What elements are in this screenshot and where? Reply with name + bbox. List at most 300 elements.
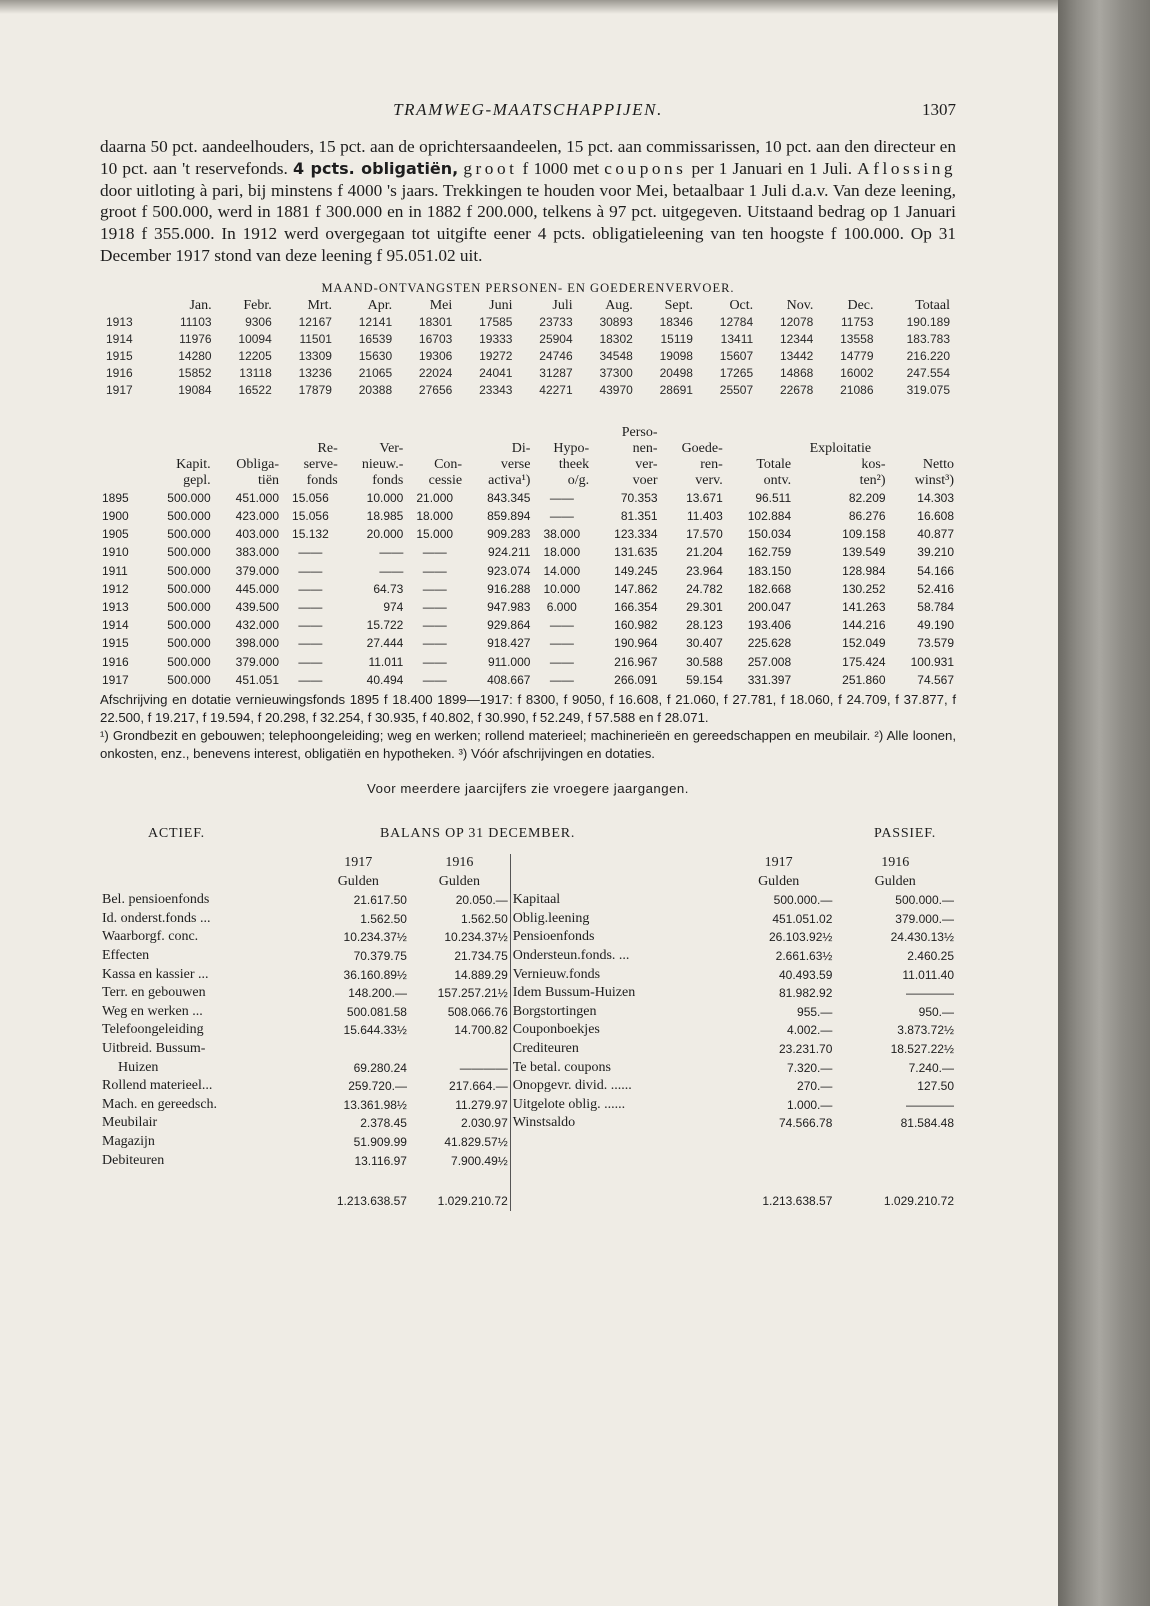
balance-amount: 2.030.97 bbox=[461, 1116, 508, 1131]
capital-cell: 1913 bbox=[102, 600, 129, 614]
balance-label: Kapitaal bbox=[510, 891, 723, 910]
capital-header-cell: verse bbox=[500, 456, 531, 472]
capital-cell: 24.782 bbox=[686, 581, 723, 596]
balance-amount bbox=[723, 1133, 834, 1152]
balance-amount: 4.002.— bbox=[787, 1023, 833, 1038]
afschrijving-note: Afschrijving en dotatie vernieuwingsfonds 1895 f 18.400 1899—1917: f 8300, f 9050, f 16.608, f 21.060, f 27.781, f 18.060, f 24.709, f 37.877, f 22.500, f 19.217, f 19.594, f 20.298, f 32.254, f 30.935, f 40.802, f 30.990, f 52.249, f 57.588 en f 28.071. bbox=[100, 692, 956, 726]
monthly-cell: 12344 bbox=[779, 331, 814, 346]
book-page-edges bbox=[1058, 0, 1150, 1606]
table-row bbox=[100, 1114, 956, 1133]
balance-amount: 217.664.— bbox=[449, 1079, 508, 1094]
page-number: 1307 bbox=[922, 100, 956, 119]
balance-amount: 21.617.50 bbox=[353, 893, 407, 908]
table-row bbox=[104, 314, 952, 331]
capital-cell: 500.000 bbox=[167, 545, 211, 560]
table-row bbox=[100, 634, 956, 652]
monthly-cell: 14280 bbox=[178, 348, 212, 363]
capital-cell: 1917 bbox=[102, 672, 129, 687]
table-row bbox=[100, 928, 956, 947]
monthly-cell: 13118 bbox=[239, 365, 272, 380]
running-title: TRAMWEG-MAATSCHAPPIJEN. bbox=[393, 100, 663, 119]
capital-cell: 408.667 bbox=[487, 672, 531, 687]
balance-label: Oblig.leening bbox=[510, 910, 723, 929]
monthly-cell: 12205 bbox=[238, 348, 272, 363]
balance-label: Terr. en gebouwen bbox=[102, 985, 206, 1001]
capital-cell: 30.407 bbox=[686, 636, 723, 651]
monthly-cell: 17585 bbox=[479, 314, 513, 329]
capital-cell: 200.047 bbox=[747, 600, 792, 614]
balance-amount: 451.051.02 bbox=[772, 911, 833, 926]
year-b-left: 1916 bbox=[445, 855, 474, 871]
balance-label: Effecten bbox=[102, 947, 150, 963]
capital-cell: 929.864 bbox=[487, 618, 531, 633]
balance-label: Rollend materieel... bbox=[102, 1078, 213, 1094]
capital-cell: 144.216 bbox=[842, 618, 886, 633]
footnotes: ¹) Grondbezit en gebouwen; telephoongeleiding; weg en werken; rollend materieel; machinerieën en gereedschappen en meubilair. ²) Alle loonen, onkosten, enz., benevens interest, obligatiën en hypotheken. ³) Vóór afschrijvingen en dotaties. bbox=[100, 728, 956, 762]
table-row bbox=[100, 671, 956, 689]
monthly-header-cell: Sept. bbox=[664, 297, 693, 313]
capital-header-cell bbox=[725, 441, 793, 457]
capital-header-cell: voer bbox=[632, 472, 658, 488]
capital-cell: 21.204 bbox=[686, 545, 723, 560]
monthly-header-cell bbox=[104, 298, 153, 314]
monthly-header-cell: Febr. bbox=[243, 297, 272, 313]
capital-header-cell bbox=[213, 441, 281, 457]
table-row bbox=[100, 580, 956, 598]
capital-cell: 216.967 bbox=[614, 654, 658, 669]
capital-cell: 14.303 bbox=[917, 490, 954, 505]
capital-cell: 266.091 bbox=[614, 672, 658, 687]
capital-cell: 147.862 bbox=[614, 581, 658, 596]
monthly-cell: 15607 bbox=[719, 348, 754, 363]
capital-cell: 403.000 bbox=[235, 527, 280, 542]
year-a-left: 1917 bbox=[344, 855, 373, 871]
capital-cell: 39.210 bbox=[917, 545, 954, 560]
monthly-receipts-table bbox=[104, 298, 952, 399]
bond-heading: 4 pcts. obligatiën, bbox=[293, 158, 459, 178]
capital-cell: 123.334 bbox=[614, 527, 658, 542]
balance-label: Huizen bbox=[118, 1059, 159, 1075]
monthly-cell: 31287 bbox=[539, 365, 573, 380]
balance-amount bbox=[834, 1133, 956, 1152]
monthly-cell: 34548 bbox=[599, 348, 633, 363]
capital-cell: —— bbox=[422, 545, 447, 560]
unit-a-left: Gulden bbox=[337, 873, 379, 889]
capital-cell: 379.000 bbox=[235, 654, 280, 669]
capital-cell: 500.000 bbox=[167, 490, 211, 505]
capital-header-cell: winst³) bbox=[914, 472, 954, 488]
unit-b-left: Gulden bbox=[438, 873, 480, 889]
table-row bbox=[104, 382, 952, 399]
table-row bbox=[100, 1096, 956, 1115]
monthly-cell: 42271 bbox=[539, 382, 573, 397]
monthly-cell: 11103 bbox=[180, 314, 212, 329]
balance-amount bbox=[834, 1152, 956, 1171]
monthly-cell: 22678 bbox=[779, 382, 814, 397]
monthly-cell: 19333 bbox=[479, 331, 513, 346]
capital-cell: 166.354 bbox=[614, 600, 658, 614]
monthly-cell: 23733 bbox=[539, 314, 573, 329]
capital-cell: 500.000 bbox=[167, 636, 211, 651]
balance-label: Bel. pensioenfonds bbox=[102, 892, 210, 908]
capital-cell: 11.403 bbox=[686, 508, 723, 523]
capital-cell: 49.190 bbox=[917, 618, 954, 633]
capital-cell: 14.000 bbox=[543, 563, 581, 578]
balance-amount: 270.— bbox=[797, 1079, 833, 1094]
balance-amount: ———— bbox=[906, 1097, 954, 1112]
monthly-cell: 1913 bbox=[106, 314, 133, 329]
table-row bbox=[100, 1059, 956, 1078]
balance-label bbox=[510, 1133, 723, 1152]
balance-total: 1.213.638.57 bbox=[336, 1194, 407, 1209]
table-row bbox=[100, 984, 956, 1003]
balance-label: Winstsaldo bbox=[510, 1114, 723, 1133]
capital-header-cell: ten²) bbox=[859, 472, 886, 488]
capital-cell: 40.494 bbox=[366, 672, 404, 687]
capital-header-cell bbox=[725, 425, 793, 441]
capital-header-cell: Netto bbox=[922, 456, 954, 472]
monthly-cell: 10094 bbox=[238, 331, 272, 346]
balance-amount bbox=[723, 1152, 834, 1171]
capital-header-cell: activa¹) bbox=[488, 472, 531, 488]
balance-title: BALANS OP 31 DECEMBER. bbox=[380, 826, 576, 842]
balance-amount: 2.460.25 bbox=[907, 948, 954, 963]
capital-cell: 1914 bbox=[102, 618, 129, 633]
capital-cell: 15.722 bbox=[366, 618, 404, 633]
table-row bbox=[100, 891, 956, 910]
balance-amount: 40.493.59 bbox=[779, 967, 833, 982]
monthly-header-cell: Mei bbox=[429, 297, 453, 313]
capital-header-cell: tiën bbox=[258, 472, 280, 488]
capital-header-cell bbox=[405, 441, 464, 457]
balance-total: 1.213.638.57 bbox=[762, 1194, 833, 1209]
monthly-cell: 18346 bbox=[659, 314, 693, 329]
monthly-cell: 12141 bbox=[358, 314, 393, 329]
capital-cell: 1916 bbox=[102, 654, 129, 669]
capital-exploitation-table bbox=[100, 425, 956, 689]
capital-cell: 160.982 bbox=[614, 618, 658, 633]
monthly-cell: 11976 bbox=[179, 331, 212, 346]
monthly-cell: 319.075 bbox=[906, 382, 950, 397]
capital-cell: —— bbox=[422, 672, 447, 687]
capital-cell: 500.000 bbox=[167, 508, 211, 523]
balance-amount: 10.234.37½ bbox=[343, 930, 407, 945]
capital-header-cell: cessie bbox=[428, 472, 463, 488]
unit-a-right: Gulden bbox=[758, 873, 800, 889]
capital-header-cell: theek bbox=[558, 456, 590, 472]
capital-cell: 30.588 bbox=[686, 654, 723, 669]
capital-cell: 331.397 bbox=[747, 672, 792, 687]
monthly-cell: 11501 bbox=[299, 331, 332, 346]
table-row bbox=[100, 1133, 956, 1152]
balance-label: Idem Bussum-Huizen bbox=[510, 984, 723, 1003]
capital-cell: 150.034 bbox=[747, 527, 792, 542]
balance-amount: 508.066.76 bbox=[447, 1004, 508, 1019]
monthly-header-cell: Nov. bbox=[786, 297, 814, 313]
capital-cell: 182.668 bbox=[747, 581, 792, 596]
capital-cell: 500.000 bbox=[167, 654, 211, 669]
monthly-cell: 9306 bbox=[245, 314, 272, 329]
balance-amount: 21.734.75 bbox=[454, 948, 508, 963]
monthly-cell: 190.189 bbox=[906, 314, 950, 329]
monthly-header-cell: Totaal bbox=[915, 297, 950, 313]
balance-amount: 36.160.89½ bbox=[343, 967, 407, 982]
balance-amount: 500.081.58 bbox=[346, 1004, 407, 1019]
capital-cell: 1915 bbox=[102, 636, 129, 651]
monthly-cell: 25507 bbox=[719, 382, 754, 397]
monthly-header-cell: Dec. bbox=[847, 297, 874, 313]
balance-empty bbox=[100, 1170, 308, 1211]
balance-amount: 7.320.— bbox=[787, 1060, 833, 1075]
capital-cell: 439.500 bbox=[235, 600, 280, 614]
capital-cell: 11.011 bbox=[368, 654, 404, 669]
capital-cell: 18.000 bbox=[543, 545, 581, 560]
monthly-cell: 1917 bbox=[106, 382, 133, 397]
monthly-cell: 30893 bbox=[599, 314, 633, 329]
capital-cell: 193.406 bbox=[747, 618, 792, 633]
capital-cell: 500.000 bbox=[167, 527, 211, 542]
capital-cell: 451.051 bbox=[235, 672, 280, 687]
capital-cell: 59.154 bbox=[686, 672, 723, 687]
monthly-cell: 15119 bbox=[660, 331, 693, 346]
table-row bbox=[100, 966, 956, 985]
monthly-cell: 216.220 bbox=[906, 348, 950, 363]
capital-cell: —— bbox=[298, 545, 323, 560]
balance-amount: 11.011.40 bbox=[902, 967, 954, 982]
balance-label: Uitbreid. Bussum- bbox=[102, 1040, 206, 1056]
monthly-cell: 19084 bbox=[178, 382, 212, 397]
capital-header-cell: o/g. bbox=[567, 472, 590, 488]
capital-cell: 947.983 bbox=[487, 600, 531, 614]
year-b-right: 1916 bbox=[881, 855, 910, 871]
monthly-cell: 13442 bbox=[779, 348, 814, 363]
monthly-cell: 1916 bbox=[106, 365, 133, 380]
table-row bbox=[100, 1077, 956, 1096]
capital-header-cell bbox=[660, 425, 725, 441]
capital-cell: 916.288 bbox=[487, 581, 531, 596]
capital-cell: —— bbox=[298, 672, 323, 687]
capital-cell: 432.000 bbox=[235, 618, 280, 633]
balance-label: Debiteuren bbox=[102, 1152, 165, 1168]
top-shadow bbox=[0, 0, 1058, 14]
capital-cell: 15.056 bbox=[292, 508, 329, 523]
capital-cell: 13.671 bbox=[686, 490, 723, 505]
balance-amount: 18.527.22½ bbox=[890, 1041, 954, 1056]
capital-cell: 23.964 bbox=[686, 563, 723, 578]
capital-header-cell: fonds bbox=[306, 472, 338, 488]
monthly-cell: 11753 bbox=[841, 314, 874, 329]
capital-cell: 251.860 bbox=[842, 672, 886, 687]
capital-cell: 843.345 bbox=[487, 490, 531, 505]
balance-label: Vernieuw.fonds bbox=[510, 966, 723, 985]
monthly-cell: 183.783 bbox=[906, 331, 950, 346]
capital-cell: —— bbox=[549, 636, 574, 651]
capital-cell: 500.000 bbox=[167, 581, 211, 596]
capital-cell: —— bbox=[422, 600, 447, 614]
capital-cell: —— bbox=[422, 581, 447, 596]
monthly-header-cell: Jan. bbox=[189, 297, 212, 313]
capital-header-cell bbox=[144, 441, 212, 457]
balance-amount: 2.378.45 bbox=[360, 1116, 407, 1131]
table-row bbox=[104, 365, 952, 382]
balance-sheet-table bbox=[100, 854, 956, 1211]
balance-amount bbox=[308, 1040, 409, 1059]
capital-header-row bbox=[100, 441, 956, 457]
monthly-cell: 28691 bbox=[659, 382, 693, 397]
balance-label: Kassa en kassier ... bbox=[102, 966, 209, 982]
capital-header-cell: Obliga- bbox=[236, 456, 280, 472]
capital-cell: —— bbox=[549, 654, 574, 669]
intro-part4: door uitloting à pari, bij minstens f 4000 's jaars. Trekkingen te houden voor Mei, betaalbaar 1 Juli d.a.v. Van deze leening, groot f 500.000, werd in 1881 f 300.000 en in 1882 f 200.000, telkens à 97 pct. uitgegeven. Uitstaand bedrag op 1 Januari 1918 f 355.000. In 1912 werd overgegaan tot uitgifte eener 4 pcts. obligatieleening van ten hoogste f 100.000. Op 31 December 1917 stond van deze leening f 95.051.02 uit. bbox=[100, 180, 956, 265]
capital-cell: —— bbox=[298, 654, 323, 669]
monthly-cell: 21065 bbox=[358, 365, 393, 380]
monthly-header-cell: Aug. bbox=[605, 297, 633, 313]
monthly-table-title: MAAND-ONTVANGSTEN PERSONEN- EN GOEDERENVERVOER. bbox=[321, 280, 735, 295]
capital-cell: 500.000 bbox=[167, 672, 211, 687]
monthly-cell: 1915 bbox=[106, 348, 133, 363]
capital-header-cell bbox=[340, 425, 406, 441]
monthly-cell: 21086 bbox=[840, 382, 874, 397]
balance-label: Onopgevr. divid. ...... bbox=[510, 1077, 723, 1096]
capital-header-cell: ren- bbox=[700, 456, 723, 472]
capital-cell: 175.424 bbox=[842, 654, 886, 669]
monthly-cell: 25904 bbox=[539, 331, 573, 346]
monthly-cell: 43970 bbox=[599, 382, 633, 397]
balance-label: Mach. en gereedsch. bbox=[102, 1096, 218, 1112]
capital-header-cell: gepl. bbox=[183, 472, 211, 488]
balance-amount: ———— bbox=[459, 1060, 508, 1075]
monthly-cell: 14779 bbox=[840, 348, 874, 363]
table-row bbox=[100, 598, 956, 616]
capital-header-cell: Perso- bbox=[621, 424, 658, 440]
capital-cell: —— bbox=[422, 563, 447, 578]
balance-amount: 14.700.82 bbox=[454, 1023, 508, 1038]
capital-cell: 152.049 bbox=[842, 636, 886, 651]
monthly-cell: 13236 bbox=[298, 365, 332, 380]
capital-cell: 10.000 bbox=[543, 581, 581, 596]
monthly-cell: 16703 bbox=[418, 331, 453, 346]
balance-amount: 3.873.72½ bbox=[897, 1023, 954, 1038]
capital-header-cell bbox=[464, 425, 532, 441]
balance-amount: ———— bbox=[906, 986, 954, 1001]
capital-header-cell: Hypo- bbox=[553, 440, 590, 456]
capital-cell: —— bbox=[379, 545, 404, 560]
capital-cell: 1905 bbox=[102, 527, 129, 542]
capital-header-cell bbox=[281, 425, 340, 441]
capital-cell: —— bbox=[549, 618, 574, 633]
capital-cell: 21.000 bbox=[416, 490, 454, 505]
capital-cell: 74.567 bbox=[917, 672, 954, 687]
balance-heading bbox=[100, 826, 956, 846]
balance-amount: 127.50 bbox=[917, 1079, 954, 1094]
capital-cell: 102.884 bbox=[747, 508, 792, 523]
balance-label: Meubilair bbox=[102, 1115, 158, 1131]
balance-amount: 14.889.29 bbox=[454, 967, 508, 982]
monthly-cell: 20498 bbox=[659, 365, 693, 380]
capital-header-cell: nieuw.- bbox=[361, 456, 404, 472]
monthly-cell: 12078 bbox=[779, 314, 814, 329]
capital-cell: —— bbox=[298, 581, 323, 596]
capital-header-cell bbox=[100, 473, 144, 489]
capital-cell: 17.570 bbox=[686, 527, 723, 542]
monthly-header-cell: Juli bbox=[552, 297, 573, 313]
capital-header-cell bbox=[405, 425, 464, 441]
monthly-cell: 23343 bbox=[479, 382, 513, 397]
capital-cell: 911.000 bbox=[487, 654, 531, 669]
capital-cell: 131.635 bbox=[614, 545, 658, 560]
capital-cell: 923.074 bbox=[487, 563, 531, 578]
passief-label: PASSIEF. bbox=[874, 826, 936, 842]
balance-amount: 23.231.70 bbox=[779, 1041, 833, 1056]
capital-cell: 10.000 bbox=[366, 490, 404, 505]
balance-unit-row bbox=[100, 873, 956, 892]
monthly-cell: 18302 bbox=[599, 331, 633, 346]
balance-amount: 13.361.98½ bbox=[343, 1097, 407, 1112]
capital-cell: 379.000 bbox=[235, 563, 280, 578]
capital-header-cell bbox=[100, 441, 144, 457]
table-row bbox=[100, 947, 956, 966]
capital-header-cell bbox=[532, 425, 591, 441]
balance-amount: 500.000.— bbox=[773, 893, 833, 908]
table-row bbox=[100, 525, 956, 543]
balance-label: Borgstortingen bbox=[510, 1003, 723, 1022]
balance-label: Weg en werken ... bbox=[102, 1003, 203, 1019]
balance-amount: 70.379.75 bbox=[353, 948, 407, 963]
capital-cell: 40.877 bbox=[917, 527, 954, 542]
monthly-cell: 247.554 bbox=[906, 365, 950, 380]
capital-cell: 974 bbox=[383, 600, 404, 614]
balance-amount: 1.000.— bbox=[787, 1097, 833, 1112]
balance-total: 1.029.210.72 bbox=[883, 1194, 954, 1209]
capital-header-cell: kos- bbox=[861, 456, 886, 472]
capital-cell: 64.73 bbox=[373, 581, 404, 596]
capital-cell: 141.263 bbox=[842, 600, 886, 614]
capital-cell: —— bbox=[422, 618, 447, 633]
capital-header-cell: Re- bbox=[317, 440, 338, 456]
monthly-cell: 24041 bbox=[479, 365, 513, 380]
balance-total-row bbox=[100, 1170, 956, 1211]
running-header bbox=[100, 100, 956, 130]
balance-label: Uitgelote oblig. ...... bbox=[510, 1096, 723, 1115]
balance-year-row bbox=[100, 854, 956, 873]
capital-header-cell: nen- bbox=[632, 440, 658, 456]
monthly-header-cell: Mrt. bbox=[307, 297, 332, 313]
capital-cell: —— bbox=[298, 618, 323, 633]
monthly-header-cell: Juni bbox=[489, 297, 513, 313]
monthly-cell: 24746 bbox=[539, 348, 573, 363]
capital-cell: 130.252 bbox=[842, 581, 886, 596]
capital-header-row bbox=[100, 473, 956, 489]
table-row bbox=[100, 1040, 956, 1059]
balance-label: Couponboekjes bbox=[510, 1021, 723, 1040]
table-row bbox=[100, 543, 956, 561]
capital-header-cell: fonds bbox=[372, 472, 404, 488]
capital-cell: 918.427 bbox=[487, 636, 531, 651]
intro-paragraph bbox=[100, 136, 956, 267]
capital-cell: 924.211 bbox=[487, 545, 531, 560]
monthly-cell: 17265 bbox=[719, 365, 754, 380]
balance-amount: 259.720.— bbox=[348, 1079, 407, 1094]
monthly-cell: 17879 bbox=[298, 382, 332, 397]
capital-cell: 96.511 bbox=[755, 490, 792, 505]
intro-groot: groot bbox=[463, 158, 518, 178]
balance-label: Pensioenfonds bbox=[510, 928, 723, 947]
year-a-right: 1917 bbox=[764, 855, 793, 871]
capital-cell: 909.283 bbox=[487, 527, 531, 542]
monthly-cell: 27656 bbox=[418, 382, 453, 397]
monthly-cell: 16522 bbox=[238, 382, 272, 397]
capital-cell: 257.008 bbox=[747, 654, 792, 669]
